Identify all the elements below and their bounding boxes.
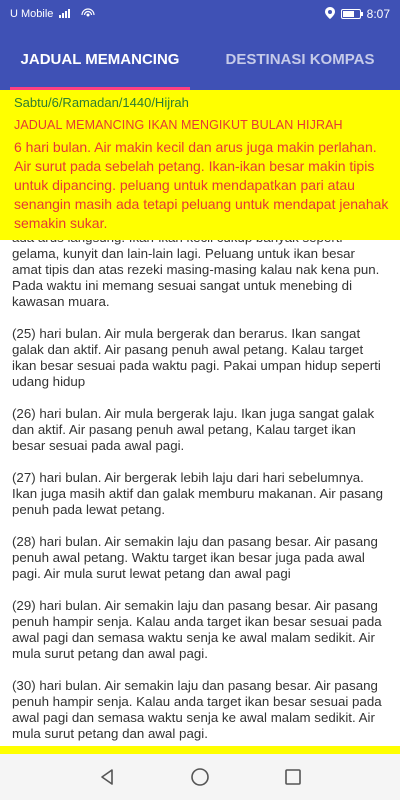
list-item: (28) hari bulan. Air semakin laju dan pasang besar. Air pasang penuh awal petang. Waktu target ikan besar juga pada awal pagi. Air mula surut lewat petang dan awal pagi xyxy=(12,534,378,581)
tab-bar xyxy=(0,28,400,90)
location-icon xyxy=(325,7,335,22)
system-nav-bar xyxy=(0,754,400,800)
back-icon xyxy=(98,768,116,786)
tab-destinasi-kompas[interactable]: DESTINASI KOMPAS xyxy=(225,50,375,68)
recents-icon xyxy=(284,768,302,786)
bottom-banner-strip xyxy=(0,746,400,754)
hotspot-icon xyxy=(81,7,95,22)
list-item: (25) hari bulan. Air mula bergerak dan berarus. Ikan sangat galak dan aktif. Air pasang penuh awal petang. Kalau target ikan besar sesuai pada waktu pagi. Pakai umpan hidup seperti udang hidup xyxy=(12,326,381,389)
list-item: (30) hari bulan. Air semakin laju dan pasang besar. Air pasang penuh hampir senja. Kalau anda target ikan besar sesuai pada awal pagi dan semasa waktu senja ke awal malam sedikit. Air mula surut petang dan awal pagi. xyxy=(12,678,382,741)
banner-heading: JADUAL MEMANCING IKAN MENGIKUT BULAN HIJRAH xyxy=(14,118,343,132)
signal-icon xyxy=(59,8,75,21)
home-button[interactable] xyxy=(180,757,220,797)
list-item: gelama, kunyit dan lain-lain lagi. Peluang untuk ikan besar amat tipis dan atas rezeki masing-masing kalau nak kena pun. Pada waktu ini memang sesuai sangat untuk menebing di kawasan muara. xyxy=(12,246,380,309)
back-button[interactable] xyxy=(87,757,127,797)
clock: 8:07 xyxy=(366,7,390,21)
carrier-label: U Mobile xyxy=(10,8,54,20)
status-bar xyxy=(0,0,400,28)
battery-fill xyxy=(343,11,354,17)
recents-button[interactable] xyxy=(273,757,313,797)
battery-icon xyxy=(341,9,361,19)
hijri-date: Sabtu/6/Ramadan/1440/Hijrah xyxy=(14,95,189,110)
today-banner xyxy=(0,90,400,240)
list-item: (26) hari bulan. Air mula bergerak laju. Ikan juga sangat galak dan aktif. Air pasang penuh awal petang, Kalau target ikan besar sesuai pada awal pagi. xyxy=(12,406,375,453)
tab-jadual-memancing[interactable]: JADUAL MEMANCING xyxy=(0,28,200,90)
home-icon xyxy=(190,767,210,787)
today-description: 6 hari bulan. Air makin kecil dan arus juga makin perlahan. Air surut pada sebelah petang. Ikan-ikan besar makin tipis untuk dipancing. peluang untuk mendapatkan pari atau senangin masih ada tetapi peluang untuk mendapat jenahak semakin sukar. xyxy=(14,139,389,231)
status-right xyxy=(325,7,390,22)
status-left xyxy=(10,7,95,22)
content-area[interactable] xyxy=(0,90,400,746)
list-item: (29) hari bulan. Air semakin laju dan pasang besar. Air pasang penuh hampir senja. Kalau anda target ikan besar sesuai pada awal pagi dan semasa waktu senja ke awal malam sedikit. Air mula surut petang dan awal pagi. xyxy=(12,598,382,661)
schedule-list xyxy=(0,230,400,746)
list-item: (27) hari bulan. Air bergerak lebih laju dari hari sebelumnya. Ikan juga masih aktif dan galak memburu makanan. Air pasang penuh pada lewat petang. xyxy=(12,470,384,517)
